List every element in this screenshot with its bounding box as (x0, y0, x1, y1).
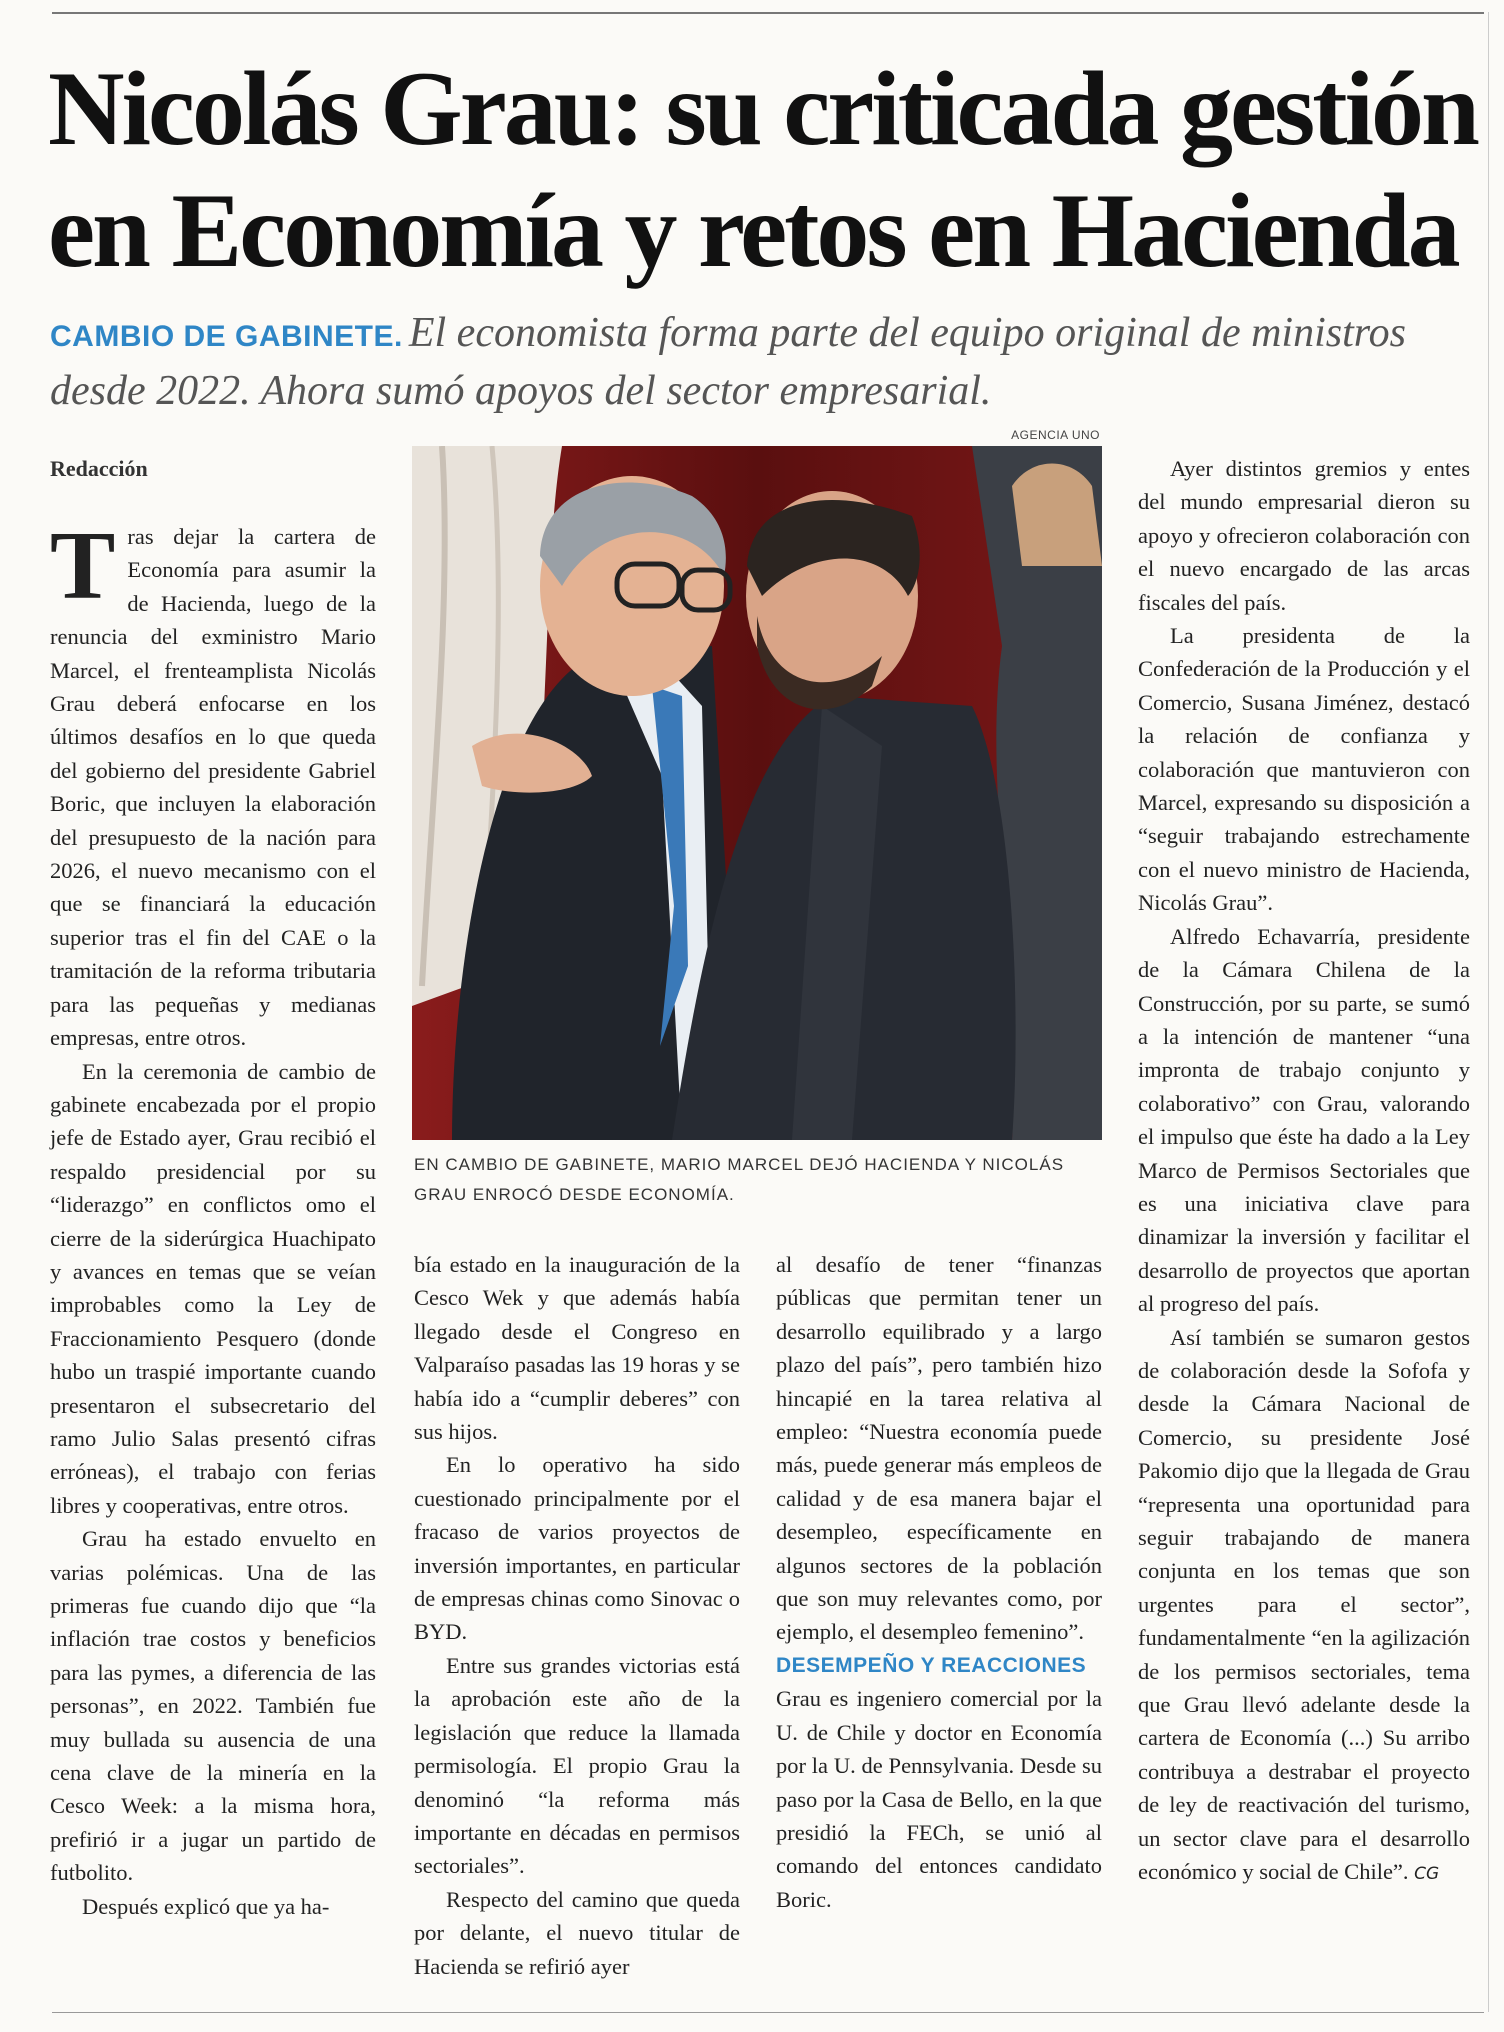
paragraph: bía estado en la inauguración de la Cesco Wek y que además había llegado desde el Congreso en Valparaíso pasadas las 19 horas y se había ido a “cumplir deberes” con sus hijos. (414, 1252, 740, 1445)
deck-text: El economista forma parte del equipo original de ministros desde 2022. Ahora sumó apoyos del sector empresarial. (50, 310, 1406, 414)
paragraph: Alfredo Echavarría, presidente de la Cámara Chilena de la Construcción, por su parte, se sumó a la intención de mantener “una impronta de trabajo conjunto y colaborativo” con Grau, valorando el impulso que éste ha dado a la Ley Marco de Permisos Sectoriales que es una iniciativa clave para dinamizar la inversión y facilitar el desarrollo de proyectos que aportan al progreso del país. (1138, 923, 1470, 1317)
paragraph: Así también se sumaron gestos de colaboración desde la Sofofa y desde la Cámara Nacional de Comercio, su presidente José Pakomio dijo que la llegada de Grau “representa una oportunidad para seguir trabajando de manera conjunta en los temas que son urgentes para el sector”, fundamentalmente “en la agilización de los permisos sectoriales, tema que Grau llevó adelante desde la cartera de Economía (...) Su arribo contribuya a destrabar el proyecto de ley de reactivación del turismo, un sector clave para el desarrollo económico y social de Chile”. CG (1138, 1324, 1470, 1885)
paragraph: Respecto del camino que queda por delante, el nuevo titular de Hacienda se refirió ayer (414, 1886, 740, 1979)
paragraph: Grau ha estado envuelto en varias polémicas. Una de las primeras fue cuando dijo que “la inflación trae costos y beneficios para las pymes, a diferencia de las personas”, en 2022. También fue muy bullada su ausencia de una cena clave de la minería en la Cesco Week: a la misma hora, prefirió ir a jugar un partido de futbolito. (50, 1526, 376, 1886)
headline: Nicolás Grau: su criticada gestión en Economía y retos en Hacienda (48, 50, 1477, 289)
section-subhead: DESEMPEÑO Y REACCIONES (776, 1653, 1087, 1677)
column-1 (50, 512, 376, 1923)
photo-caption: EN CAMBIO DE GABINETE, MARIO MARCEL DEJÓ HACIENDA Y NICOLÁS GRAU ENROCÓ DESDE ECONOMÍA. (414, 1155, 1065, 1204)
photo-credit: AGENCIA UNO (1011, 428, 1100, 442)
drop-cap: T (50, 512, 116, 620)
news-photo (412, 446, 1102, 1140)
deck-kicker: CAMBIO DE GABINETE. (50, 320, 403, 353)
column-2 (414, 1248, 740, 1983)
paragraph: Después explicó que ya ha- (82, 1893, 330, 1919)
byline: Redacción (50, 456, 148, 481)
paragraph: En la ceremonia de cambio de gabinete encabezada por el propio jefe de Estado ayer, Grau recibió el respaldo presidencial por su “liderazgo” en conflictos omo el cierre de la siderúrgica Huachipato y avances en temas que se veían improbables como la Ley de Fraccionamiento Pesquero (donde hubo un traspié importante cuando presentaron el subsecretario del ramo Julio Salas presentó cifras erróneas), el trabajo con ferias libres y cooperativas, entre otros. (50, 1058, 376, 1518)
top-rule (52, 12, 1484, 14)
paragraph: Entre sus grandes victorias está la aprobación este año de la legislación que reduce la llamada permisología. El propio Grau la denominó “la reforma más importante en décadas en permisos sectoriales”. (414, 1652, 740, 1879)
deck (50, 306, 1470, 418)
paragraph: Grau es ingeniero comercial por la U. de Chile y doctor en Economía por la U. de Pennsylvania. Desde su paso por la Casa de Bello, en la que presidió la FECh, se unió al comando del entonces candidato Boric. (776, 1686, 1102, 1912)
author-signature: CG (1414, 1864, 1440, 1885)
right-margin-line (1488, 12, 1489, 2012)
paragraph: La presidenta de la Confederación de la Producción y el Comercio, Susana Jiménez, destacó la relación de confianza y colaboración que mantuvieron con Marcel, expresando su disposición a “seguir trabajando estrechamente con el nuevo ministro de Hacienda, Nicolás Grau”. (1138, 623, 1470, 916)
paragraph: Ayer distintos gremios y entes del mundo empresarial dieron su apoyo y ofrecieron colaboración con el nuevo encargado de las arcas fiscales del país. (1138, 456, 1470, 615)
bottom-rule (52, 2012, 1484, 2013)
column-3 (776, 1248, 1102, 1916)
column-4 (1138, 452, 1470, 1891)
paragraph: al desafío de tener “finanzas públicas que permitan tener un desarrollo equilibrado y a largo plazo del país”, pero también hizo hincapié en la tarea relativa al empleo: “Nuestra economía puede más, puede generar más empleos de calidad y de esa manera bajar el desempleo, específicamente en algunos sectores de la población que son muy relevantes como, por ejemplo, el desempleo femenino”. (776, 1252, 1102, 1645)
paragraph: Tras dejar la cartera de Economía para asumir la de Hacienda, luego de la renuncia del exministro Mario Marcel, el frenteamplista Nicolás Grau deberá enfocarse en los últimos desafíos en lo que queda del gobierno del presidente Gabriel Boric, que incluyen la elaboración del presupuesto de la nación para 2026, el nuevo mecanismo con el que se financiará la educación superior tras el fin del CAE o la tramitación de la reforma tributaria para las pequeñas y medianas empresas, entre otros. (50, 512, 376, 1051)
paragraph: En lo operativo ha sido cuestionado principalmente por el fracaso de varios proyectos de inversión importantes, en particular de empresas chinas como Sinovac o BYD. (414, 1452, 740, 1645)
photo-illustration (412, 446, 1102, 1140)
